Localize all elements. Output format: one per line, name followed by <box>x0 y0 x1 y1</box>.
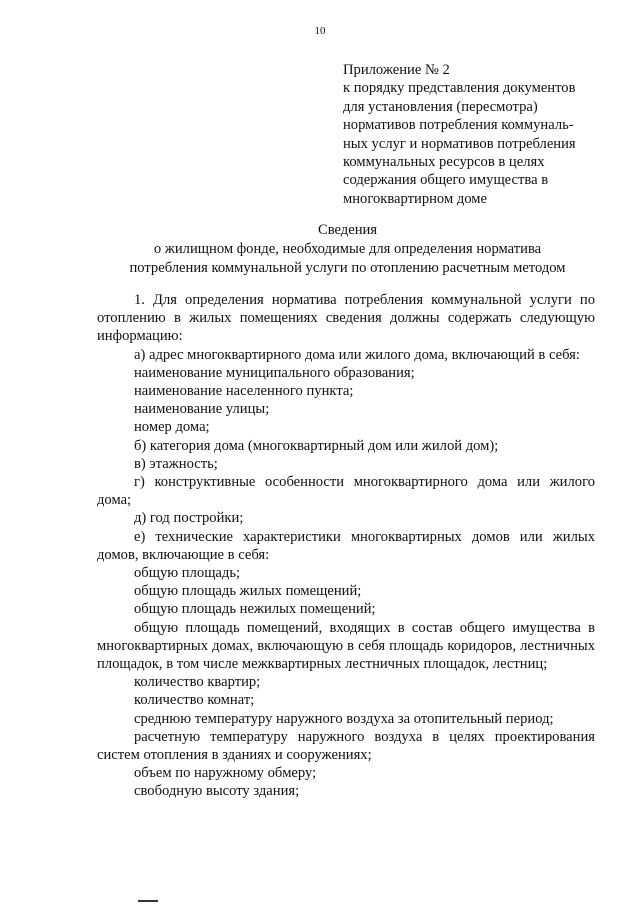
appendix-line: для установления (пересмотра) <box>343 98 538 115</box>
list-item: г) конструктивные особенности многоквартирного дома или жилого дома; <box>97 474 595 509</box>
list-item: номер дома; <box>134 419 210 436</box>
document-body <box>97 291 595 801</box>
document-subtitle-line: о жилищном фонде, необходимые для определения норматива <box>153 241 542 257</box>
list-item: общую площадь нежилых помещений; <box>134 601 376 618</box>
list-item: количество комнат; <box>134 692 255 709</box>
appendix-header <box>343 61 603 208</box>
list-item: объем по наружному обмеру; <box>134 765 317 782</box>
list-item: д) год постройки; <box>134 510 244 527</box>
list-item: наименование улицы; <box>134 401 270 418</box>
list-item: наименование муниципального образования; <box>134 364 415 381</box>
list-item: общую площадь жилых помещений; <box>134 583 362 600</box>
list-item: свободную высоту здания; <box>134 783 300 800</box>
list-item: а) адрес многоквартирного дома или жилого дома, включающий в себя: <box>134 346 580 363</box>
appendix-line: многоквартирном доме <box>343 190 487 207</box>
list-item: е) технические характеристики многоквартирных домов или жилых домов, включающие в себя: <box>97 528 595 563</box>
appendix-line: к порядку представления документов <box>343 80 576 97</box>
appendix-line: нормативов потребления коммуналь- <box>343 117 574 134</box>
paragraph: 1. Для определения норматива потребления коммунальной услуги по отоплению в жилых помещениях сведения должны содержать следующую информацию: <box>97 292 595 345</box>
appendix-line: коммунальных ресурсов в целях <box>343 154 545 171</box>
list-item: б) категория дома (многоквартирный дом или жилой дом); <box>134 437 499 454</box>
list-item: количество квартир; <box>134 674 261 691</box>
document-title: Сведения <box>317 222 378 238</box>
footer-mark <box>138 900 158 902</box>
document-subtitle-line: потребления коммунальной услуги по отоплению расчетным методом <box>129 260 566 276</box>
list-item: в) этажность; <box>134 455 218 472</box>
list-item: наименование населенного пункта; <box>134 383 354 400</box>
list-item: общую площадь; <box>134 565 241 582</box>
page-number: 10 <box>314 25 326 37</box>
list-item: общую площадь помещений, входящих в состав общего имущества в многоквартирных домах, включающую в себя площадь коридоров, лестничных площадок, в том числе межквартирных лестничных площадок, лестниц; <box>97 619 595 673</box>
appendix-line: ных услуг и нормативов потребления <box>343 135 576 152</box>
list-item: расчетную температуру наружного воздуха в целях проектирования систем отопления в зданиях и сооружениях; <box>97 728 595 764</box>
list-item: среднюю температуру наружного воздуха за отопительный период; <box>134 710 554 727</box>
appendix-line: Приложение № 2 <box>343 62 450 78</box>
appendix-line: содержания общего имущества в <box>343 172 549 189</box>
